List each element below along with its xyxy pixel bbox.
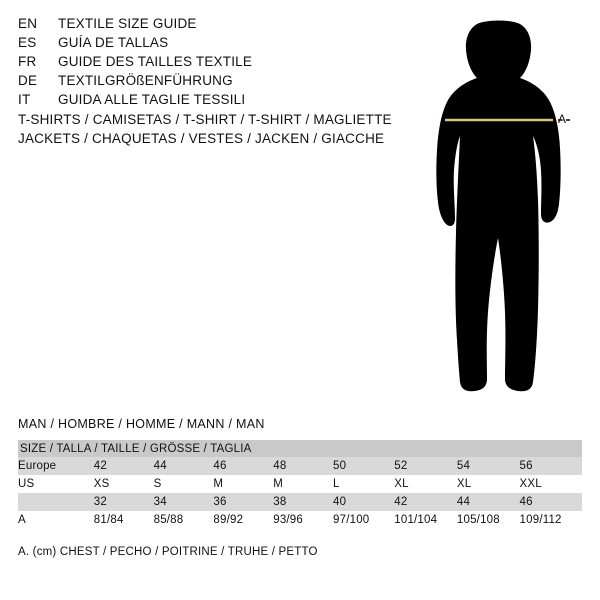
table-section-title: MAN / HOMBRE / HOMME / MANN / MAN xyxy=(18,417,265,431)
table-cell: S xyxy=(153,478,162,490)
category-tshirts: T-SHIRTS / CAMISETAS / T-SHIRT / T-SHIRT / MAGLIETTE xyxy=(18,112,392,127)
table-cell: 42 xyxy=(93,460,107,472)
footnote-chest-measurement: A. (cm) CHEST / PECHO / POITRINE / TRUHE / PETTO xyxy=(18,546,318,558)
silhouette-icon xyxy=(395,10,595,410)
category-jackets: JACKETS / CHAQUETAS / VESTES / JACKEN / GIACCHE xyxy=(18,131,385,146)
table-cell: 36 xyxy=(213,496,227,508)
table-cell: 93/96 xyxy=(273,514,303,526)
table-cell: 46 xyxy=(519,496,533,508)
table-cell: M xyxy=(273,478,283,490)
table-header-row xyxy=(18,440,582,457)
measure-label-a: A xyxy=(558,112,567,126)
table-cell: XL xyxy=(394,478,409,490)
language-row xyxy=(18,35,398,54)
language-code: FR xyxy=(18,54,37,69)
table-row xyxy=(18,457,582,475)
table-cell: M xyxy=(213,478,224,490)
table-cell: 48 xyxy=(273,460,287,472)
table-cell: 101/104 xyxy=(394,514,438,526)
language-row xyxy=(18,16,398,35)
table-cell: 44 xyxy=(153,460,167,472)
language-row xyxy=(18,54,398,73)
table-cell: XS xyxy=(93,478,110,490)
table-cell: XXL xyxy=(519,478,542,490)
table-cell: 40 xyxy=(333,496,347,508)
table-row xyxy=(18,493,582,511)
table-cell: 44 xyxy=(456,496,471,508)
language-row xyxy=(18,92,398,111)
table-cell: L xyxy=(333,478,340,490)
language-code: EN xyxy=(18,16,38,31)
table-cell: 97/100 xyxy=(333,514,370,526)
table-row xyxy=(18,511,582,529)
row-label xyxy=(18,493,94,511)
garment-category-list xyxy=(18,110,418,148)
language-title: TEXTILE SIZE GUIDE xyxy=(58,16,197,31)
table-cell: 89/92 xyxy=(213,514,244,526)
language-code: IT xyxy=(18,92,31,107)
table-cell: 105/108 xyxy=(456,514,500,526)
table-cell: 34 xyxy=(153,496,167,508)
table-cell: 109/112 xyxy=(519,514,562,526)
table-cell: 52 xyxy=(394,460,408,472)
table-cell: 56 xyxy=(519,460,533,472)
male-silhouette-figure xyxy=(395,10,595,410)
language-list xyxy=(18,16,398,111)
language-title: GUÍA DE TALLAS xyxy=(58,35,169,50)
row-label: A xyxy=(18,514,26,526)
table-cell: 50 xyxy=(333,460,347,472)
language-code: DE xyxy=(18,73,38,88)
table-cell: 42 xyxy=(394,496,408,508)
table-cell: 81/84 xyxy=(93,514,124,526)
language-title: GUIDA ALLE TAGLIE TESSILI xyxy=(58,92,246,107)
row-label: US xyxy=(18,478,35,490)
table-cell: 46 xyxy=(213,460,227,472)
language-title: GUIDE DES TAILLES TEXTILE xyxy=(58,54,253,69)
row-label: Europe xyxy=(18,460,57,472)
table-cell: 38 xyxy=(273,496,287,508)
table-cell: 54 xyxy=(456,460,471,472)
language-code: ES xyxy=(18,35,37,50)
table-row xyxy=(18,475,582,493)
language-title: TEXTILGRÖßENFÜHRUNG xyxy=(58,73,233,88)
table-cell: XL xyxy=(456,478,472,490)
table-cell: 85/88 xyxy=(153,514,184,526)
size-table xyxy=(18,440,582,529)
table-header-label: SIZE / TALLA / TAILLE / GRÖSSE / TAGLIA xyxy=(20,442,252,455)
table-cell: 32 xyxy=(93,496,107,508)
language-row xyxy=(18,73,398,92)
